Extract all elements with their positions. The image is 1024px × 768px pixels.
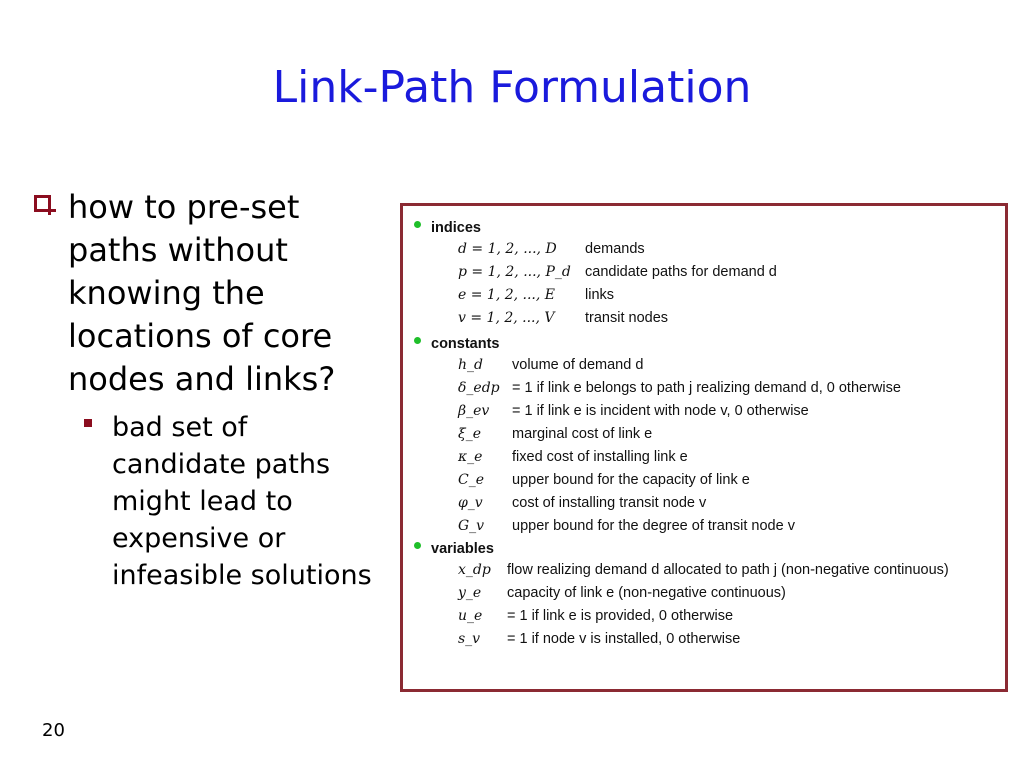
index-symbol: v = 1, 2, ..., V: [458, 310, 555, 326]
constant-row: [413, 446, 1003, 469]
variable-symbol: u_e: [458, 608, 483, 624]
index-description: links: [585, 287, 615, 303]
constant-row: [413, 469, 1003, 492]
constant-description: = 1 if link e is incident with node v, 0 otherwise: [512, 403, 809, 419]
index-description: transit nodes: [585, 310, 669, 326]
variable-description: capacity of link e (non-negative continuous): [507, 585, 786, 601]
variable-symbol: x_dp: [458, 562, 491, 578]
indices-section: [413, 218, 1003, 330]
sub-bullet: [28, 409, 378, 594]
constant-symbol: G_v: [458, 518, 485, 534]
indices-heading: indices: [413, 218, 1003, 238]
index-row: [413, 238, 1003, 261]
constant-symbol: C_e: [458, 472, 484, 488]
green-bullet-icon: [414, 542, 421, 549]
variable-row: [413, 605, 1003, 628]
green-bullet-icon: [414, 337, 421, 344]
main-bullet: [28, 186, 378, 401]
variables-section: [413, 539, 1003, 651]
constant-row: [413, 492, 1003, 515]
constant-description: = 1 if link e belongs to path j realizing demand d, 0 otherwise: [512, 380, 901, 396]
constant-row: [413, 423, 1003, 446]
index-row: [413, 307, 1003, 330]
constant-symbol: h_d: [458, 357, 483, 373]
index-row: [413, 261, 1003, 284]
formulation-box: [400, 203, 1008, 692]
green-bullet-icon: [414, 221, 421, 228]
variable-description: flow realizing demand d allocated to path j (non-negative continuous): [507, 562, 949, 578]
page-number: 20: [42, 720, 65, 741]
constant-symbol: κ_e: [458, 449, 483, 465]
variable-row: [413, 559, 1003, 582]
variables-heading: variables: [413, 539, 1003, 559]
index-description: demands: [585, 241, 645, 257]
left-column: [28, 186, 378, 594]
index-row: [413, 284, 1003, 307]
variable-description: = 1 if node v is installed, 0 otherwise: [507, 631, 741, 647]
variable-symbol: s_v: [458, 631, 481, 647]
sub-bullet-text: bad set of candidate paths might lead to expensive or infeasible solutions: [112, 412, 372, 591]
variable-description: = 1 if link e is provided, 0 otherwise: [507, 608, 734, 624]
constant-row: [413, 354, 1003, 377]
constant-description: fixed cost of installing link e: [512, 449, 688, 465]
checkbox-bullet-icon: [34, 195, 51, 212]
constants-heading: constants: [413, 334, 1003, 354]
main-bullet-text: how to pre-set paths without knowing the locations of core nodes and links?: [68, 188, 336, 398]
index-description: candidate paths for demand d: [585, 264, 777, 280]
square-bullet-icon: [84, 419, 92, 427]
constant-description: upper bound for the degree of transit node v: [512, 518, 795, 534]
variable-row: [413, 628, 1003, 651]
constant-row: [413, 515, 1003, 538]
constant-description: upper bound for the capacity of link e: [512, 472, 750, 488]
constants-section: [413, 334, 1003, 538]
slide-title: Link-Path Formulation: [272, 62, 752, 113]
constant-row: [413, 400, 1003, 423]
index-symbol: p = 1, 2, ..., P_d: [458, 264, 571, 280]
variable-row: [413, 582, 1003, 605]
constant-row: [413, 377, 1003, 400]
constant-symbol: δ_edp: [458, 380, 500, 396]
constant-symbol: ξ_e: [458, 426, 481, 442]
variable-symbol: y_e: [458, 585, 482, 601]
constant-description: marginal cost of link e: [512, 426, 653, 442]
constant-symbol: β_ev: [458, 403, 490, 419]
index-symbol: e = 1, 2, ..., E: [458, 287, 556, 303]
index-symbol: d = 1, 2, ..., D: [458, 241, 557, 257]
constant-description: cost of installing transit node v: [512, 495, 707, 511]
constant-symbol: φ_v: [458, 495, 483, 511]
constant-description: volume of demand d: [512, 357, 644, 373]
